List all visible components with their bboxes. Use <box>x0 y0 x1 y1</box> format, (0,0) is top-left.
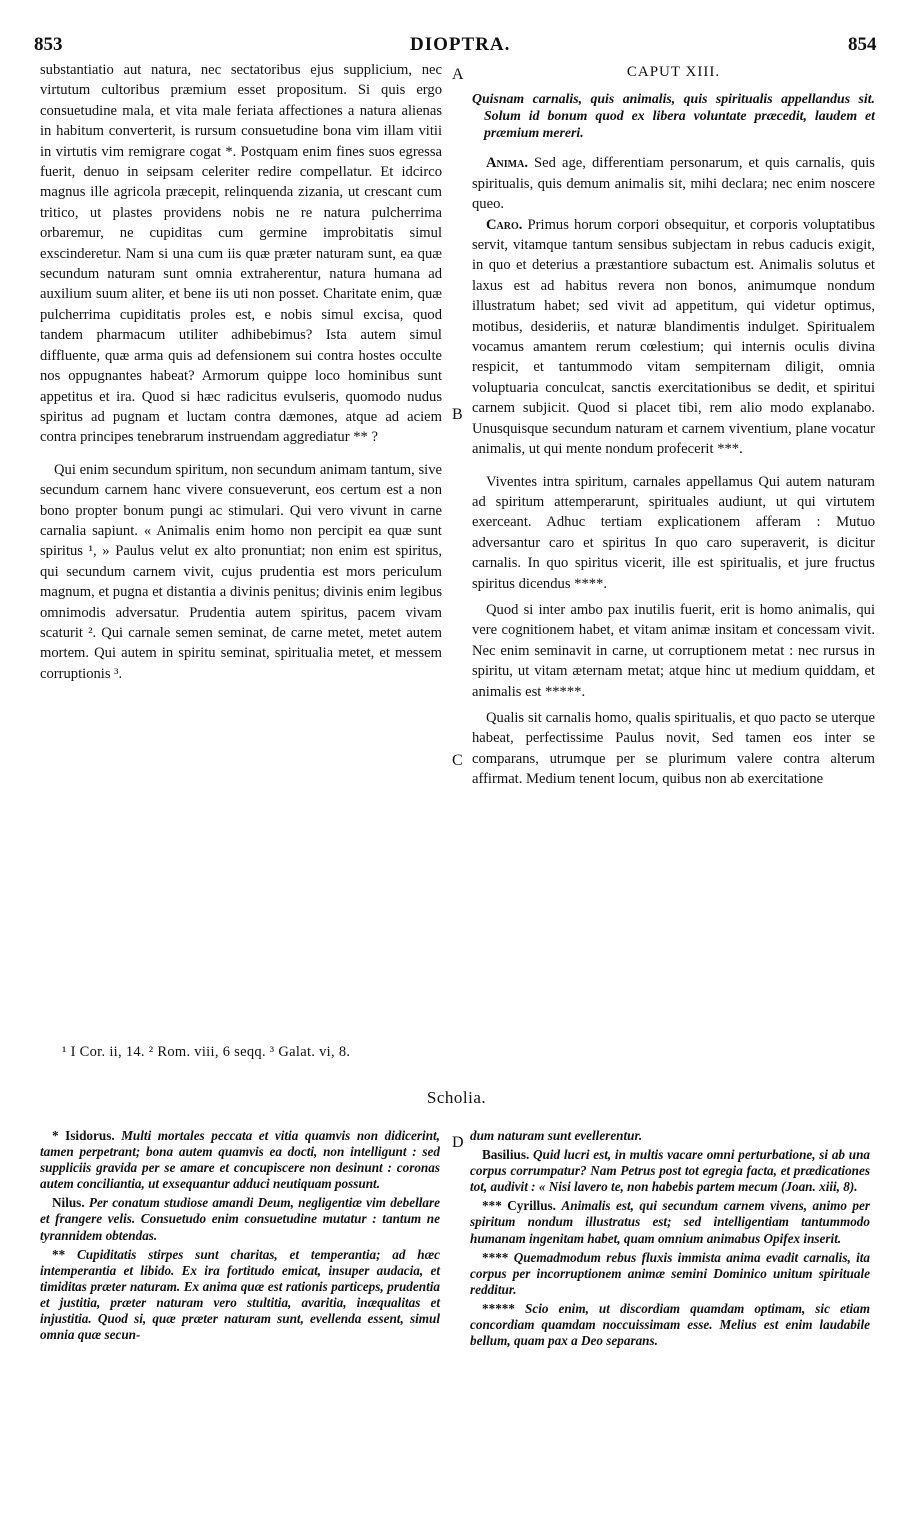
chapter-summary: Quisnam carnalis, quis animalis, quis spiritualis appellandus sit. Solum id bonum quod ex libera voluntate præcedit, laudem et præmium mereri. <box>472 91 875 141</box>
chapter-heading: CAPUT XIII. <box>626 64 721 80</box>
left-column <box>40 60 442 684</box>
page-number-right: 854 <box>848 34 877 55</box>
scholia-right-column <box>470 1128 870 1352</box>
left-paragraph: substantiatio aut natura, nec sectatoribus ejus supplicium, nec virtutum cultoribus præmium esset propositum. Si quis ergo consuetudine mala, et vita male feriata affectiones a natura alienas in habitum converterit, is rursum consuetudine bona vim illam vitii in virtutis vim remigrare cogat *. Postquam enim fines suos egressa fuerit, denuo in seipsam celeriter redire compellatur. Et idcirco magnus ille agricola præcepit, relinquenda zizania, ut crescant cum tritico, ut plastes providens nobis ne re natura pulcherrima orbaremur, ne cupiditas cum germine improbitatis simul exscinderetur. Nam si una cum iis quæ præter naturam sunt, ea quæ secundum naturam sunt omnia extraherentur, natura humana ad auxilium suum aliter, et bene iis uti non posset. Charitate enim, quæ pulcherrima cupiditatis proles est, e nobis simul excisa, quod tandem pharmacum utiliter adhibebimus? Ista autem simul diffluente, quæ arma quis ad defensionem sui contra hostes occulte nos oppugnantes habeat? Armorum quippe loco hominibus sunt appetitus et ira. Quod si hæc radicitus evulseris, quomodo nudus spiritus ad pugnam et luctam contra dæmones, atque ad aciem contra principes tenebrarum instruendam aggrediatur ** ? <box>40 62 442 446</box>
scholion-source: **** <box>482 1249 509 1265</box>
scholion <box>40 1195 440 1243</box>
speaker-text: Sed age, differentiam personarum, et quis carnalis, quis spiritualis, quis demum animalis sit, mihi declara; nec enim noscere queo. <box>472 155 875 213</box>
scholion <box>40 1247 440 1344</box>
scholion-text: dum naturam sunt evellerentur. <box>470 1128 643 1143</box>
scholion-text: Cupiditatis stirpes sunt charitas, et temperantia; ad hæc intemperantia et libido. Ex ira fortitudo emicat, insuper audacia, et timiditas præter naturam. Ex anima quæ est rationis particeps, prudentia et justitia, præter naturam vero stultitia, avaritia, inæqualitas et injustitia. Quod si, quæ præter naturam sunt, evellenda essent, simul omnia quæ secun- <box>40 1246 441 1343</box>
scholion <box>40 1128 440 1192</box>
scholion <box>470 1198 870 1246</box>
speaker-label: Anima. <box>486 155 528 172</box>
right-column <box>472 62 875 790</box>
scholion <box>470 1147 870 1195</box>
running-header <box>0 34 913 58</box>
scholion <box>470 1301 870 1349</box>
right-paragraph: Quod si inter ambo pax inutilis fuerit, erit is homo animalis, qui vere cognitionem habet, et vitam animæ insitam et concessam vivit. Nec enim seminavit in carne, ut corruptionem metat : nec rursus in spiritu, ut vitam æternam metat; atque hinc ut medium quiddam, et animalis est *****. <box>472 601 875 700</box>
scholion-source: *** Cyrillus. <box>482 1198 556 1214</box>
margin-letter-c: C <box>452 752 463 769</box>
running-title: DIOPTRA. <box>410 34 511 55</box>
scholion <box>470 1128 870 1144</box>
anima-paragraph <box>472 153 875 214</box>
caro-paragraph <box>472 215 875 460</box>
scholion-source: Basilius. <box>482 1147 530 1163</box>
page-number-left: 853 <box>34 34 63 55</box>
right-paragraph: Viventes intra spiritum, carnales appellamus Qui autem naturam ad spiritum attemperarunt, spirituales audiunt, ut qui virtutem exerceant. Adhuc tertiam explicationem afferam : Mutuo adversantur caro et spiritus In quo caro superaverit, is dicitur carnalis. In quo spiritus vicerit, ille est spiritualis, et jure fructus spiritus dicendus ****. <box>472 473 875 592</box>
scholia-left-column <box>40 1128 440 1346</box>
footnotes: ¹ I Cor. ii, 14. ² Rom. viii, 6 seqq. ³ Galat. vi, 8. <box>62 1044 351 1060</box>
margin-letter-d: D <box>452 1134 464 1151</box>
scholion <box>470 1250 870 1298</box>
scholion-source: Nilus. <box>52 1195 85 1211</box>
speaker-text: Primus horum corpori obsequitur, et corporis voluptatibus servit, vitamque tantum sensibus subjectam in rebus caducis exigit, in quo et deterius a præstantiore subactum est. Animalis solutus et laxus est ad habitus revera non bonos, animumque nondum illustratum habet; sed vivit ad appetitum, qui videtur optimus, motibus, desideriis, et naturæ blandimentis indulget. Spiritualem vocamus amantem rerum cœlestium; qui internis oculis divina respicit, et tantummodo vitam sempiternam diligit, omnia voluptuaria conculcat, sanctis exercitationibus se dedit, et spiritui carnem subjicit. Quod si placet tibi, rem alio modo explanabo. Unusquisque secundum naturam et carnem viventium, plane vocatur animalis, ut qui mente nondum profecerit ***. <box>472 216 875 458</box>
left-paragraph: Qui enim secundum spiritum, non secundum animam tantum, sive secundum carnem hanc vivere consueverunt, eos certum est a non bono propter bonum pungi ac stimulari. Qui vero vivunt in carne carnalia sapiunt. « Animalis enim homo non percipit ea quæ sunt spiritus ¹, » Paulus velut ex alto pronuntiat; non enim est spiritus, qui secundum carnem vivit, cujus prudentia est mors periculum magnum, et pugna et distantia a divinis penitus; divinis enim legibus omnimodis adversatur. Prudentia autem spiritus, pacem vivam scaturit ². Qui carnale semen seminat, de carne metet, metet autem mortem. Qui autem in spiritu seminat, spiritualia metet, et messem corruptionis ³. <box>40 461 442 682</box>
scholion-text: Per conatum studiose amandi Deum, negligentiæ vim debellare et frangere velis. Consuetudo enim consuetudine mutatur : tantum ne tyrannidem obtendas. <box>40 1195 440 1243</box>
right-paragraph: Qualis sit carnalis homo, qualis spiritualis, et quo pacto se uterque habeat, perfectissime Paulus novit, Sed tamen eos inter se comparans, utrumque per se plurimum valere contra alterum affirmat. Medium tenent locum, quibus non ab exercitatione <box>472 709 875 788</box>
scholion-source: ***** <box>482 1300 515 1316</box>
scholion-text: Quemadmodum rebus fluxis immista anima evadit carnalis, ita corpus per incorruptionem animæ semini Dominico unitum spirituale redditur. <box>470 1249 871 1297</box>
margin-letter-a: A <box>452 66 464 83</box>
speaker-label: Caro. <box>486 216 523 233</box>
scholion-text: Animalis est, qui secundum carnem vivens, animo per spiritum nondum illustratus est; sed intelligentiam tantummodo humanam ingenitam habet, quam omnium animabus Opifex inserit. <box>470 1198 871 1246</box>
scholion-source: ** <box>52 1246 66 1262</box>
scholion-source: * Isidorus. <box>52 1128 115 1143</box>
scholion-text: Multi mortales peccata et vitia quamvis non didicerint, tamen perpetrant; bona autem quamvis ea docti, non intelligunt : sed suppliciis gravida per se amare et concupiscere non desinunt : coronas autem conciliantia, ut exsequantur adduci neutiquam possunt. <box>40 1128 440 1192</box>
scholion-text: Quid lucri est, in multis vacare omni perturbatione, si ab una corpus corrumpatur? Nam Petrus post tot egregia facta, et prædicationes tot, audivit : « Nisi lavero te, non habebis partem mecum (Joan. xiii, 8). <box>470 1147 871 1195</box>
scholion-text: Scio enim, ut discordiam quamdam optimam, sic etiam concordiam quamdam noccuissimam esse. Melius est enim laudabile bellum, quam pax a Deo separans. <box>470 1300 871 1349</box>
margin-letter-b: B <box>452 406 463 423</box>
scholia-title: Scholia. <box>426 1088 487 1107</box>
